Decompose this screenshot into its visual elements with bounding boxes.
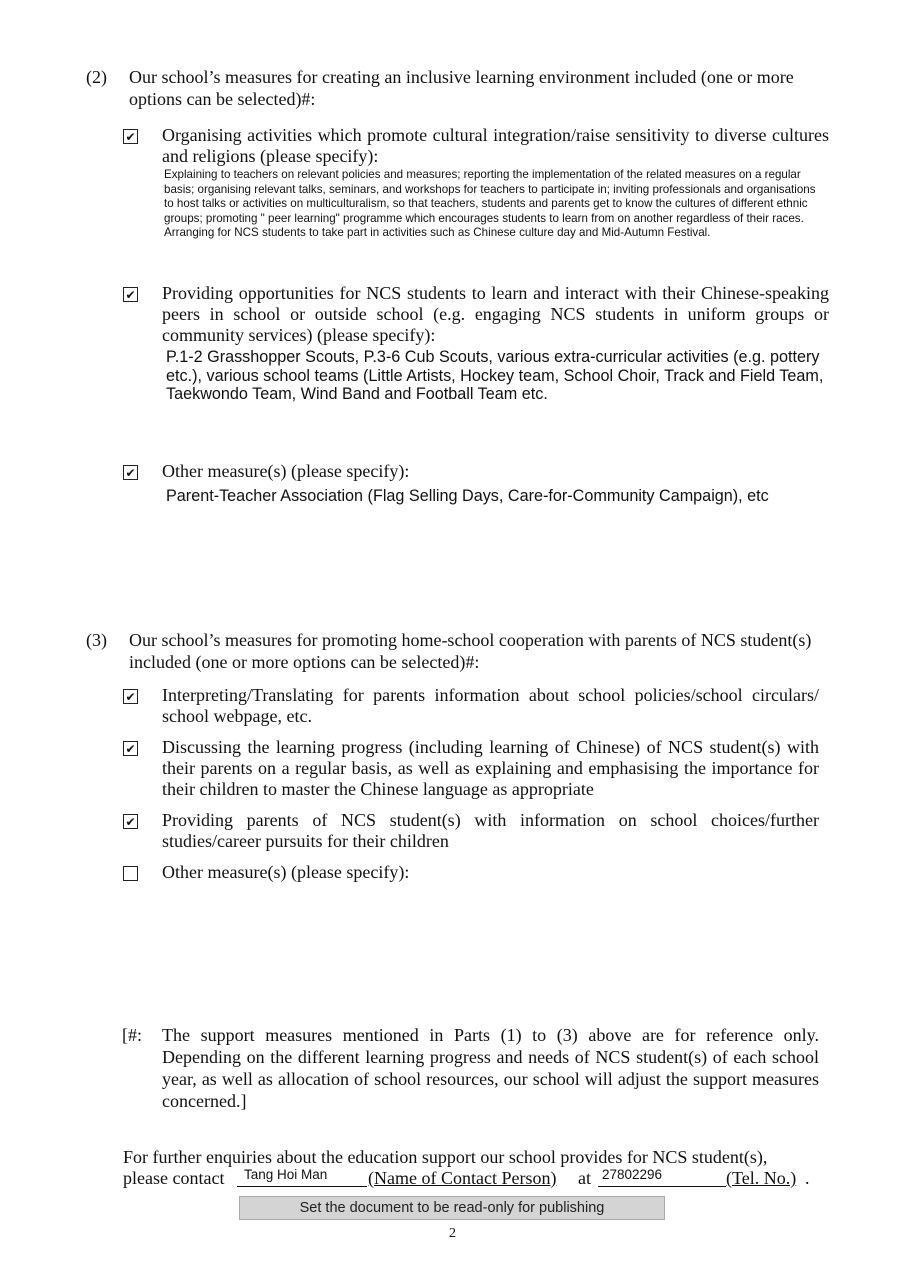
- page-number: 2: [449, 1226, 456, 1241]
- contact-name-label: (Name of Contact Person): [368, 1168, 557, 1188]
- option-2-1-detail[interactable]: Explaining to teachers on relevant policies and measures; reporting the implementation of the related measures on a regular basis; organising relevant talks, seminars, and workshops for teachers to participate in; inviting professionals and organisations to host talks or activities on multiculturalism, so that teachers, students and parents get to know the cultures of different ethnic groups; promoting " peer learning" programme which encourages students to learn from on another regardless of their races. Arranging for NCS students to take part in activities such as Chinese culture day and Mid-Autumn Festival.: [164, 168, 816, 240]
- contact-name-field[interactable]: Tang Hoi Man: [244, 1167, 328, 1182]
- option-3-2-checkbox[interactable]: ✔: [123, 741, 138, 756]
- contact-intro: For further enquiries about the education support our school provides for NCS student(s),: [123, 1147, 768, 1167]
- contact-at: at: [578, 1168, 591, 1188]
- option-2-2-label: Providing opportunities for NCS students to learn and interact with their Chinese-speaking peers in school or outside school (e.g. engaging NCS students in uniform groups or community services) (please specify):: [162, 283, 829, 345]
- option-2-2-detail[interactable]: P.1-2 Grasshopper Scouts, P.3-6 Cub Scouts, various extra-curricular activities (e.g. pottery etc.), various school teams (Little Artists, Hockey team, School Choir, Track and Field Team, Taekwondo Team, Wind Band and Football Team etc.: [166, 348, 824, 404]
- option-2-3-detail[interactable]: Parent-Teacher Association (Flag Selling Days, Care-for-Community Campaign), etc: [166, 487, 769, 505]
- section-3-text: Our school’s measures for promoting home-school cooperation with parents of NCS student(s) included (one or more options can be selected)#:: [129, 630, 812, 672]
- contact-end-period: .: [805, 1168, 810, 1188]
- option-2-1-label: Organising activities which promote cultural integration/raise sensitivity to diverse cultures and religions (please specify):: [162, 125, 829, 166]
- contact-tel-underline: [598, 1186, 726, 1187]
- section-2-text: Our school’s measures for creating an inclusive learning environment included (one or more options can be selected)#:: [129, 67, 794, 109]
- option-3-4-checkbox[interactable]: [123, 866, 138, 881]
- option-3-2-label: Discussing the learning progress (including learning of Chinese) of NCS student(s) with their parents on a regular basis, as well as explaining and emphasising the importance for their children to master the Chinese language as appropriate: [162, 737, 819, 799]
- option-2-2-checkbox[interactable]: ✔: [123, 287, 138, 302]
- option-3-3-checkbox[interactable]: ✔: [123, 814, 138, 829]
- option-2-3-checkbox[interactable]: ✔: [123, 465, 138, 480]
- section-2-number: (2): [86, 67, 107, 87]
- option-2-3-label: Other measure(s) (please specify):: [162, 461, 410, 481]
- contact-tel-field[interactable]: 27802296: [602, 1167, 663, 1182]
- option-3-1-label: Interpreting/Translating for parents information about school policies/school circulars/ school webpage, etc.: [162, 685, 819, 726]
- contact-tel-label: (Tel. No.): [726, 1168, 797, 1188]
- option-3-4-label: Other measure(s) (please specify):: [162, 862, 410, 882]
- set-read-only-button[interactable]: Set the document to be read-only for publishing: [239, 1196, 665, 1220]
- contact-name-underline: [237, 1186, 367, 1187]
- note-text: The support measures mentioned in Parts (1) to (3) above are for reference only. Depending on the different learning progress and needs of NCS student(s) of each school year, as well as allocation of school resources, our school will adjust the support measures concerned.]: [162, 1025, 819, 1111]
- option-3-1-checkbox[interactable]: ✔: [123, 689, 138, 704]
- option-2-1-checkbox[interactable]: ✔: [123, 129, 138, 144]
- section-3-number: (3): [86, 630, 107, 650]
- note-prefix: [#:: [122, 1025, 142, 1045]
- option-3-3-label: Providing parents of NCS student(s) with information on school choices/further studies/career pursuits for their children: [162, 810, 819, 851]
- contact-please: please contact: [123, 1168, 225, 1188]
